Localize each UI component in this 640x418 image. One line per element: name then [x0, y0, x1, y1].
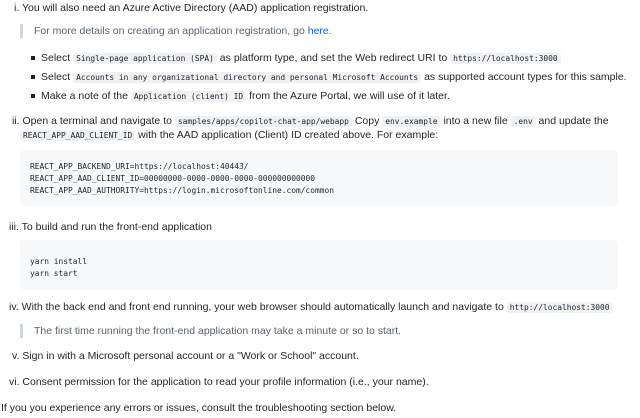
step-text: Copy	[351, 115, 383, 127]
list-item	[41, 70, 627, 85]
code-line: REACT_APP_AAD_CLIENT_ID=00000000-0000-0000-0000-000000000000	[30, 174, 316, 183]
code-line: yarn start	[30, 269, 78, 278]
blockquote-note	[20, 324, 401, 338]
step-i	[14, 1, 368, 15]
code-block-yarn	[20, 240, 618, 290]
inline-code: env.example	[382, 116, 440, 127]
bullet-marker	[31, 56, 35, 60]
list-item	[41, 89, 450, 104]
inline-code: Single-page application (SPA)	[73, 53, 217, 64]
note-text: For more details on creating an application registration, go	[34, 25, 308, 37]
item-text: as platform type, and set the Web redirect URI to	[216, 52, 451, 64]
step-number: iv.	[9, 301, 19, 313]
inline-code: Accounts in any organizational directory and personal Microsoft Accounts	[73, 72, 421, 83]
code-block-env	[20, 150, 618, 206]
step-number: iii.	[9, 221, 19, 233]
item-text: Select	[41, 52, 74, 64]
step-ii	[12, 114, 609, 129]
step-text: With the back end and front end running, your web browser should automatically launch and navigate to	[21, 301, 507, 313]
step-number: vi.	[9, 376, 20, 388]
step-vi	[9, 375, 429, 389]
step-number: v.	[12, 350, 20, 362]
item-text: Select	[41, 71, 74, 83]
footer-text: If you you experience any errors or issues, consult the troubleshooting section below.	[1, 402, 397, 414]
step-number: ii.	[12, 115, 20, 127]
step-text: Sign in with a Microsoft personal account or a "Work or School" account.	[22, 350, 359, 362]
note-end: .	[328, 25, 332, 37]
item-text: from the Azure Portal, we will use of it later.	[246, 90, 450, 102]
step-text: with the AAD application (Client) ID created above. For example:	[135, 129, 439, 141]
step-text: into a new file	[440, 115, 511, 127]
code-line: REACT_APP_AAD_AUTHORITY=https://login.microsoftonline.com/common	[30, 186, 335, 195]
inline-code: samples/apps/copilot-chat-app/webapp	[175, 116, 352, 127]
bullet-marker	[31, 75, 35, 79]
step-iv	[9, 300, 612, 315]
here-link[interactable]: here	[307, 25, 329, 37]
item-text: Make a note of the	[41, 90, 131, 102]
step-number: i.	[14, 2, 20, 14]
step-text: and update the	[535, 115, 609, 127]
step-text: To build and run the front-end application	[21, 221, 212, 233]
bullet-marker	[31, 94, 35, 98]
code-line: REACT_APP_BACKEND_URI=https://localhost:40443/	[30, 162, 249, 171]
list-item	[41, 51, 561, 66]
inline-code: Application (client) ID	[131, 91, 246, 102]
note-text: The first time running the front-end application may take a minute or so to start.	[34, 325, 402, 337]
step-ii-continued	[20, 128, 438, 143]
inline-code: .env	[511, 116, 536, 127]
step-text: Consent permission for the application to read your profile information (i.e., your name).	[22, 376, 429, 388]
step-iii	[9, 220, 212, 234]
inline-code: https://localhost:3000	[450, 53, 561, 64]
step-v	[12, 349, 359, 363]
inline-code: REACT_APP_AAD_CLIENT_ID	[20, 130, 135, 141]
item-text: as supported account types for this sample.	[421, 71, 627, 83]
step-text: Open a terminal and navigate to	[22, 115, 175, 127]
code-line: yarn install	[30, 257, 88, 266]
inline-code: http://localhost:3000	[507, 302, 613, 313]
blockquote-note	[20, 24, 332, 38]
step-text: You will also need an Azure Active Directory (AAD) application registration.	[21, 2, 369, 14]
